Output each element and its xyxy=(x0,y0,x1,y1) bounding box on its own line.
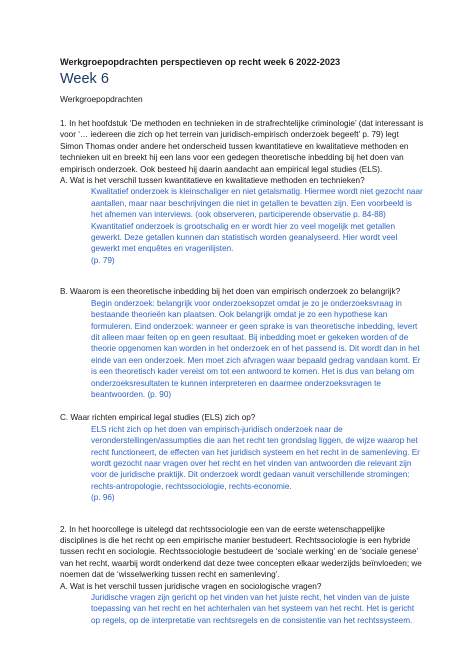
question-2a: A. Wat is het verschil tussen juridische vragen en sociologische vragen? xyxy=(60,581,322,591)
question-1c: C. Waar richten empirical legal studies (ELS) zich op? xyxy=(60,413,256,423)
answer-1a-part-2: Kwantitatief onderzoek is grootschalig en er wordt hier zo veel mogelijk met getallen gewerkt. Deze getallen kunnen dan statistisch worden geanalyseerd. Hier wordt veel gewerkt met enquêtes en vragenlijsten. xyxy=(91,221,398,254)
answer-2a: Juridische vragen zijn gericht op het vinden van het juiste recht, het vinden van de juiste toepassing van het recht en het achterhalen van het systeem van het recht. Het is gericht op regels, op de interpretatie van rechtsregels en de consistentie van het rechtssysteem. xyxy=(91,593,415,625)
answer-1b: Begin onderzoek: belangrijk voor onderzoeksopzet omdat je zo je onderzoeksvraag in bestaande theorieën kan plaatsen. Ook belangrijk omdat je zo een hypothese kan formuleren. Eind onderzoek: wanneer er geen sprake is van theoretische inbedding, levert dit alleen maar feiten op en geen resultaat. Bij inbedding moet er gekeken worden of de theorie opgenomen kan worden in het onderzoek en of het passend is. Dit wordt dan in het einde van een onderzoek. Men moet zich afvragen waar bepaald gedrag vandaan komt. Er is een theoretisch kader vereist om tot een antwoord te komen. Het is dus van belang om onderzoeksresultaten te kunnen interpreteren en daarmee onderzoeksvragen te beantwoorden. (p. 90) xyxy=(91,298,421,399)
document-title: Werkgroepopdrachten perspectieven op recht week 6 2022-2023 xyxy=(60,57,341,67)
answer-1c-page-ref: (p. 96) xyxy=(91,493,115,503)
question-2-intro: 2. In het hoorcollege is uitelegd dat rechtssociologie een van de eerste wetenschappelijke disciplines is die het recht op een empirische manier bestudeert. Rechtssociologie is een hybride tussen recht en sociologie. Rechtssociologie bestudeert de ‘sociale werking’ en de ‘sociale genese’ van het recht, waarbij wordt onderkend dat deze twee concepten elkaar wederzijds beïnvloeden; we noemen dat de ‘wisselwerking tussen recht en samenleving’. xyxy=(60,524,422,580)
question-1b: B. Waarom is een theoretische inbedding bij het doen van empirisch onderzoek zo belangrijk? xyxy=(60,287,401,297)
question-1a: A. Wat is het verschil tussen kwantitatieve en kwalitatieve methoden en technieken? xyxy=(60,176,365,186)
week-heading: Week 6 xyxy=(60,71,109,87)
answer-1a-part-1: Kwalitatief onderzoek is kleinschaliger en niet getalsmatig. Hiermee wordt niet gezocht naar aantallen, maar naar beschrijvingen die niet in getallen te bevatten zijn. Een voorbeeld is het afnemen van interviews. (ook observeren, participerende observatie p. 84-88) xyxy=(91,187,423,220)
question-1-intro: 1. In het hoofdstuk ‘De methoden en technieken in de strafrechtelijke criminologie’ (dat interessant is voor ‘… iedereen die zich op het terrein van juridisch-empirisch onderzoek begeeft’ p. 79) legt Simon Thomas onder andere het onderscheid tussen kwantitatieve en kwalitatieve methoden en technieken uit en breekt hij een lans voor een gedegen theoretische inbedding bij het doen van empirisch onderzoek. Ook besteed hij daarin aandacht aan empirical legal studies (ELS). xyxy=(60,119,424,174)
answer-1c: ELS richt zich op het doen van empirisch-juridisch onderzoek naar de veronderstellingen/assumpties die aan het recht ten grondslag liggen, de wijze waarop het recht functioneert, de effecten van het juridisch systeem en het recht in de samenleving. Er wordt gezocht naar vragen over het recht en het vinden van antwoorden die relevant zijn voor de juridische praktijk. Dit onderzoek wordt gedaan vanuit verschillende stromingen: rechts-antropologie, rechtssociologie, rechts-economie. xyxy=(91,424,420,491)
document-subtitle: Werkgroepopdrachten xyxy=(60,94,143,104)
answer-1a-page-ref: (p. 79) xyxy=(91,255,115,265)
